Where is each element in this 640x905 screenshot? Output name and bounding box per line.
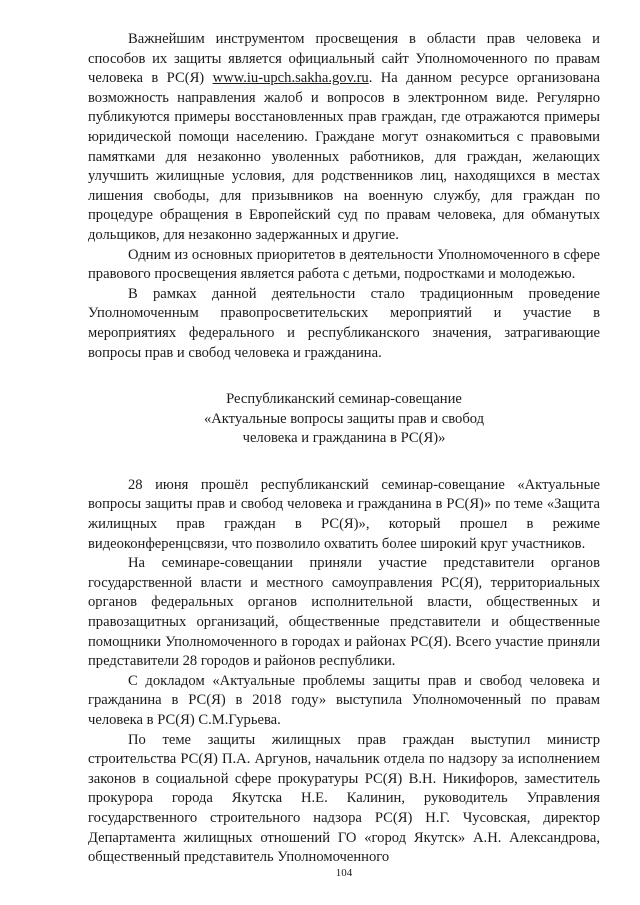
section-heading-line-2: «Актуальные вопросы защиты прав и свобод <box>203 410 485 427</box>
page-number: 104 <box>335 867 353 879</box>
section-heading <box>88 390 600 449</box>
paragraph-speakers: По теме защиты жилищных прав граждан выступил министр строительства РС(Я) П.А. Аргунов, начальник отдела по надзору за исполнением законов в социальной сфере прокуратуры РС(Я) В.Н. Никифоров, заместитель прокурора города Якутска Н.Е. Калинин, руководитель Управления государственного строительного надзора РС(Я) Н.Г. Чусовская, директор Департамента жилищных отношений ГО «город Якутск» А.Н. Александрова, общественный представитель Уполномоченного <box>88 731 600 866</box>
paragraph-seminar-date: 28 июня прошёл республиканский семинар-совещание «Актуальные вопросы защиты прав и свобод человека и гражданина в РС(Я)» по теме «Защита жилищных прав граждан в РС(Я)», который прошел в режиме видеоконференцсвязи, что позволило охватить более широкий круг участников. <box>88 476 600 552</box>
paragraph-website <box>88 30 600 246</box>
document-page <box>88 30 600 890</box>
section-heading-line-1: Республиканский семинар-совещание <box>226 391 462 408</box>
paragraph-website-text-before: Важнейшим инструментом просвещения в области прав человека и способов их защиты является официальный сайт Уполномоченного по правам человека в РС(Я) <box>88 31 600 87</box>
paragraph-priorities: Одним из основных приоритетов в деятельности Уполномоченного в сфере правового просвещения является работа с детьми, подростками и молодежью. <box>88 246 600 283</box>
website-link[interactable]: www.iu-upch.sakha.gov.ru <box>212 70 369 87</box>
paragraph-website-text-after: . На данном ресурсе организована возможность направления жалоб и вопросов в электронном виде. Регулярно публикуются примеры восстановленных прав граждан, где отражаются примеры юридической помощи населению. Граждане могут ознакомиться с правовыми памятками для незаконно уволенных работников, для граждан, желающих улучшить жилищные условия, для родственников лиц, находящихся в местах лишения свободы, для призывников на военную службу, для граждан по процедуре обращения в Европейский суд по правам человека, для обманутых дольщиков, для незаконно задержанных и другие. <box>88 70 600 243</box>
paragraph-report: С докладом «Актуальные проблемы защиты прав и свобод человека и гражданина в РС(Я) в 2018 году» выступила Уполномоченный по правам человека в РС(Я) С.М.Гурьева. <box>88 672 600 728</box>
paragraph-participants: На семинаре-совещании приняли участие представители органов государственной власти и местного самоуправления РС(Я), территориальных органов федеральных органов исполнительной власти, общественных и правозащитных организаций, общественные представители и общественные помощники Уполномоченного в городах и районах РС(Я). Всего участие приняли представители 28 городов и районов республики. <box>88 555 600 670</box>
paragraph-events: В рамках данной деятельности стало традиционным проведение Уполномоченным правопросветительских мероприятий и участие в мероприятиях федерального и республиканского значения, затрагивающие вопросы прав и свобод человека и гражданина. <box>88 285 600 361</box>
section-heading-line-3: человека и гражданина в РС(Я)» <box>242 430 446 447</box>
